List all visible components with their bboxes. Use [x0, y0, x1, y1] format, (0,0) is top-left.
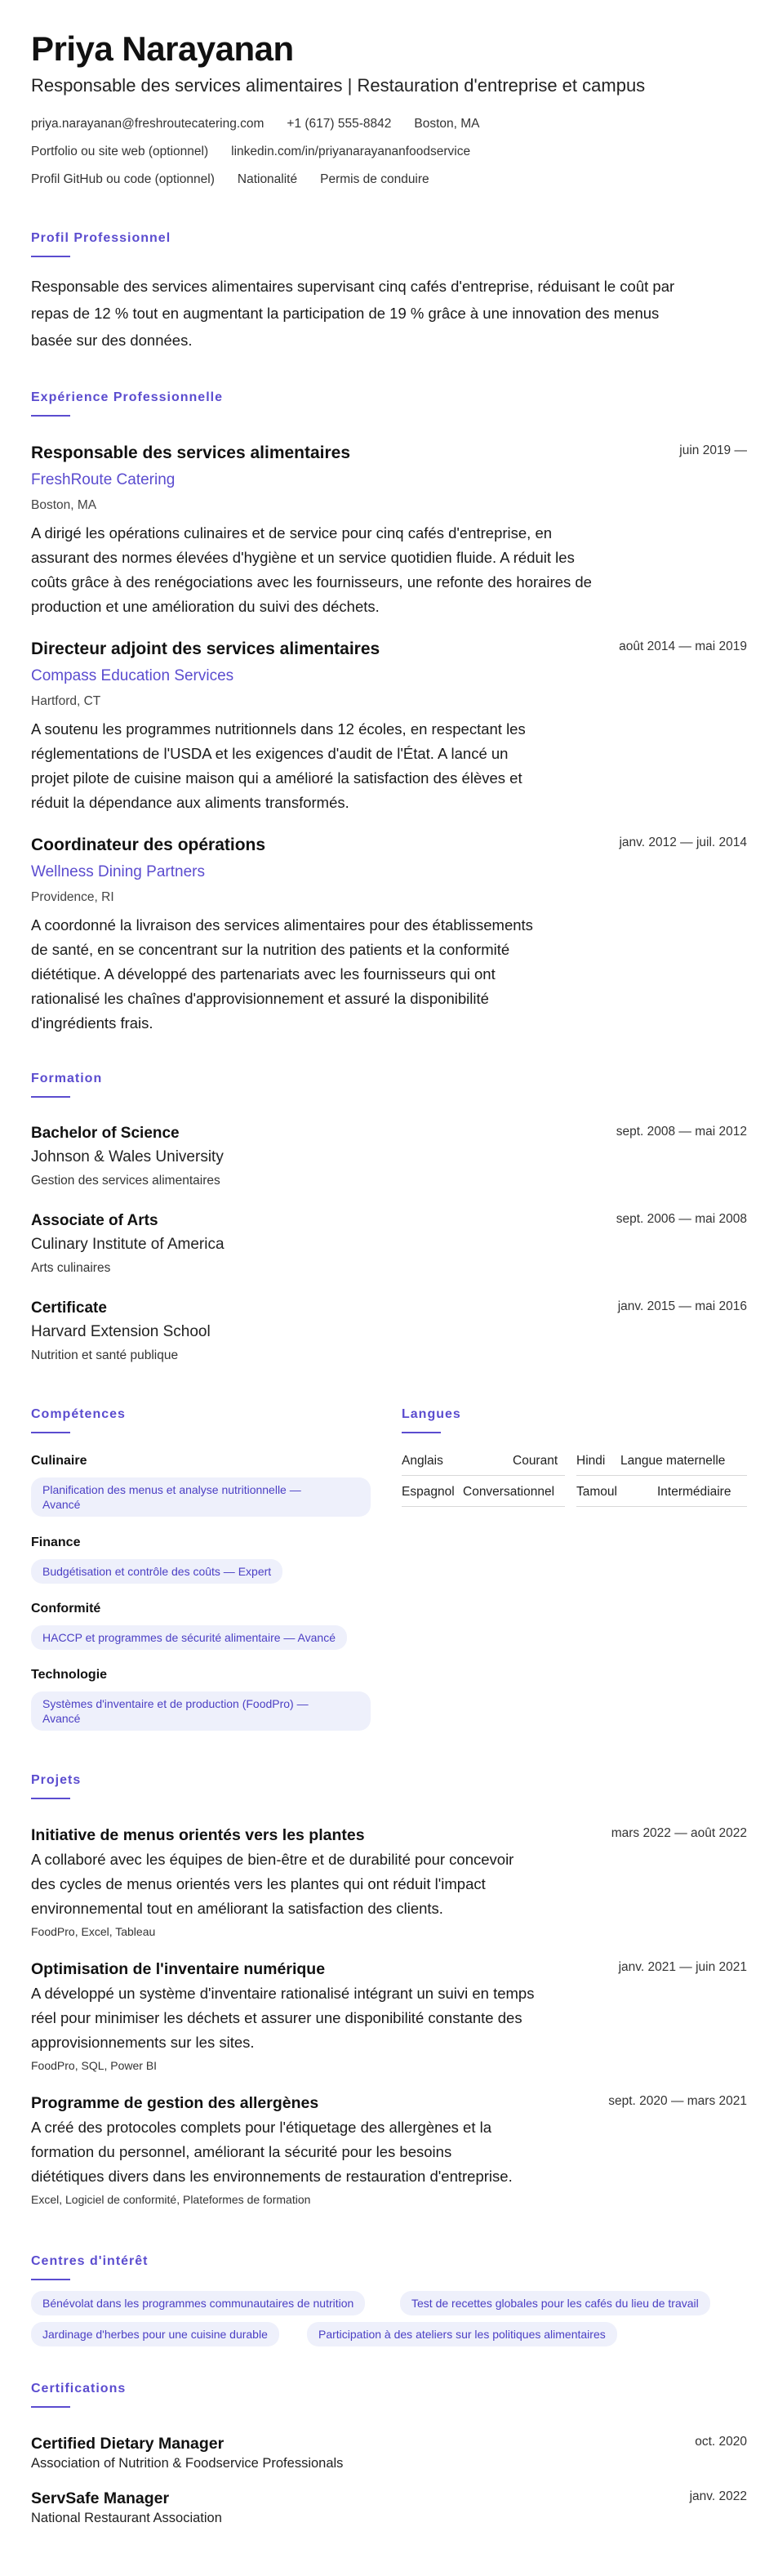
profile-summary: Responsable des services alimentaires supervisant cinq cafés d'entreprise, réduisant le coût par repas de 12 % tout en augmentant la participation de 19 % grâce à une innovation des menus basée sur des données.	[31, 278, 675, 349]
job-date: août 2014 — mai 2019	[619, 640, 747, 653]
skill-category: Technologie	[31, 1668, 108, 1682]
contact-email[interactable]: priya.narayanan@freshroutecatering.com	[31, 117, 265, 131]
job-company: Wellness Dining Partners	[31, 863, 205, 880]
project-description: A développé un système d'inventaire rationalisé intégrant un suivi en temps réel pour minimiser les déchets et assurer une disponibilité constante des approvisionnements sur les sites.	[31, 1985, 535, 2051]
skill-chip: Budgétisation et contrôle des coûts — Expert	[31, 1559, 282, 1584]
section-title-skills: Compétences	[31, 1407, 126, 1421]
section-rule	[31, 2406, 70, 2408]
section-title-experience: Expérience Professionnelle	[31, 390, 223, 404]
edu-date: sept. 2006 — mai 2008	[616, 1212, 747, 1226]
language-name: Anglais	[402, 1454, 443, 1468]
section-title-certifications: Certifications	[31, 2382, 127, 2396]
language-divider	[402, 1506, 565, 1507]
cert-name: Certified Dietary Manager	[31, 2435, 225, 2453]
language-name: Tamoul	[576, 1485, 617, 1499]
edu-field: Gestion des services alimentaires	[31, 1174, 220, 1188]
job-location: Providence, RI	[31, 890, 114, 904]
contact-row-3	[31, 172, 452, 187]
interest-chip: Bénévolat dans les programmes communautaires de nutrition	[31, 2291, 365, 2315]
job-description: A soutenu les programmes nutritionnels dans 12 écoles, en respectant les réglementations de l'USDA et les exigences d'audit de l'État. A lancé un projet pilote de cuisine maison qui a amélioré la satisfaction des élèves et réduit la dépendance aux aliments transformés.	[31, 720, 526, 811]
contact-phone[interactable]: +1 (617) 555-8842	[287, 117, 392, 131]
project-date: sept. 2020 — mars 2021	[608, 2094, 747, 2108]
edu-degree: Certificate	[31, 1299, 107, 1317]
section-title-profile: Profil Professionnel	[31, 231, 171, 245]
edu-degree: Bachelor of Science	[31, 1125, 180, 1142]
edu-school: Johnson & Wales University	[31, 1148, 224, 1165]
project-tech: Excel, Logiciel de conformité, Plateformes de formation	[31, 2193, 311, 2206]
contact-location: Boston, MA	[414, 117, 480, 131]
language-level: Langue maternelle	[620, 1454, 726, 1468]
job-date: janv. 2012 — juil. 2014	[619, 836, 747, 849]
contact-row-1	[31, 117, 503, 131]
job-company: FreshRoute Catering	[31, 471, 176, 488]
section-title-languages: Langues	[402, 1407, 461, 1421]
language-level: Courant	[513, 1454, 558, 1468]
job-description: A coordonné la livraison des services alimentaires pour des établissements de santé, en se concentrant sur la nutrition des patients et la conformité diététique. A développé des partenariats avec les fournisseurs qui ont rationalisé les chaînes d'approvisionnement et assuré la disponibilité d'ingrédients frais.	[31, 916, 533, 1032]
cert-org: Association of Nutrition & Foodservice Professionals	[31, 2456, 344, 2471]
language-divider	[402, 1475, 565, 1476]
edu-school: Harvard Extension School	[31, 1323, 211, 1340]
interest-chip: Test de recettes globales pour les cafés du lieu de travail	[400, 2291, 710, 2315]
section-rule	[402, 1432, 441, 1433]
section-title-interests: Centres d'intérêt	[31, 2254, 149, 2268]
job-date: juin 2019 —	[679, 443, 747, 457]
project-title: Initiative de menus orientés vers les plantes	[31, 1826, 365, 1844]
edu-degree: Associate of Arts	[31, 1212, 158, 1229]
cert-date: oct. 2020	[695, 2435, 747, 2449]
job-title: Coordinateur des opérations	[31, 836, 266, 854]
skill-chip: HACCP et programmes de sécurité alimentaire — Avancé	[31, 1625, 347, 1650]
section-rule	[31, 1798, 70, 1799]
project-tech: FoodPro, SQL, Power BI	[31, 2059, 158, 2072]
interest-chip: Jardinage d'herbes pour une cuisine durable	[31, 2322, 279, 2346]
job-location: Hartford, CT	[31, 694, 101, 708]
section-rule	[31, 256, 70, 257]
skill-category: Culinaire	[31, 1454, 87, 1468]
contact-portfolio[interactable]: Portfolio ou site web (optionnel)	[31, 145, 209, 158]
section-title-projects: Projets	[31, 1773, 82, 1787]
interest-chip: Participation à des ateliers sur les politiques alimentaires	[307, 2322, 617, 2346]
contact-row-2	[31, 145, 493, 159]
project-title: Optimisation de l'inventaire numérique	[31, 1960, 326, 1978]
job-title: Directeur adjoint des services alimentaires	[31, 640, 380, 658]
project-date: mars 2022 — août 2022	[611, 1826, 747, 1840]
project-title: Programme de gestion des allergènes	[31, 2094, 319, 2112]
contact-nationality: Nationalité	[237, 172, 298, 186]
contact-license: Permis de conduire	[320, 172, 429, 186]
job-company: Compass Education Services	[31, 667, 234, 684]
candidate-name: Priya Narayanan	[31, 29, 294, 68]
contact-github[interactable]: Profil GitHub ou code (optionnel)	[31, 172, 215, 186]
language-level: Intermédiaire	[657, 1485, 731, 1499]
job-title: Responsable des services alimentaires	[31, 443, 351, 462]
edu-field: Arts culinaires	[31, 1261, 111, 1275]
skill-category: Finance	[31, 1535, 81, 1549]
edu-field: Nutrition et santé publique	[31, 1348, 179, 1362]
project-description: A collaboré avec les équipes de bien-être et de durabilité pour concevoir des cycles de menus orientés vers les plantes qui ont réduit l'impact environnemental tout en améliorant la satisfaction des clients.	[31, 1851, 514, 1917]
language-divider	[576, 1506, 747, 1507]
project-date: janv. 2021 — juin 2021	[618, 1960, 747, 1974]
skill-chip: Planification des menus et analyse nutritionnelle — Avancé	[31, 1477, 371, 1517]
language-name: Hindi	[576, 1454, 606, 1468]
cert-name: ServSafe Manager	[31, 2489, 170, 2507]
section-title-education: Formation	[31, 1072, 103, 1085]
candidate-headline: Responsable des services alimentaires | Restauration d'entreprise et campus	[31, 75, 646, 96]
job-description: A dirigé les opérations culinaires et de service pour cinq cafés d'entreprise, en assurant des normes élevées d'hygiène et un service quotidien fluide. A réduit les coûts grâce à des renégociations avec les fournisseurs, une refonte des horaires de production et une amélioration du suivi des déchets.	[31, 524, 592, 615]
skill-category: Conformité	[31, 1602, 101, 1616]
project-tech: FoodPro, Excel, Tableau	[31, 1925, 156, 1938]
project-description: A créé des protocoles complets pour l'étiquetage des allergènes et la formation du personnel, améliorant la sécurité pour les besoins diététiques divers dans les environnements de restauration d'entreprise.	[31, 2119, 513, 2185]
section-rule	[31, 1096, 70, 1098]
edu-date: sept. 2008 — mai 2012	[616, 1125, 747, 1139]
language-level: Conversationnel	[463, 1485, 555, 1499]
section-rule	[31, 415, 70, 417]
section-rule	[31, 1432, 70, 1433]
job-location: Boston, MA	[31, 498, 97, 512]
edu-date: janv. 2015 — mai 2016	[617, 1299, 747, 1313]
language-name: Espagnol	[402, 1485, 455, 1499]
cert-date: janv. 2022	[689, 2489, 747, 2503]
section-rule	[31, 2279, 70, 2280]
skill-chip: Systèmes d'inventaire et de production (FoodPro) — Avancé	[31, 1691, 371, 1731]
language-divider	[576, 1475, 747, 1476]
cert-org: National Restaurant Association	[31, 2511, 222, 2525]
contact-linkedin[interactable]: linkedin.com/in/priyanarayananfoodservice	[231, 145, 471, 158]
edu-school: Culinary Institute of America	[31, 1236, 225, 1253]
